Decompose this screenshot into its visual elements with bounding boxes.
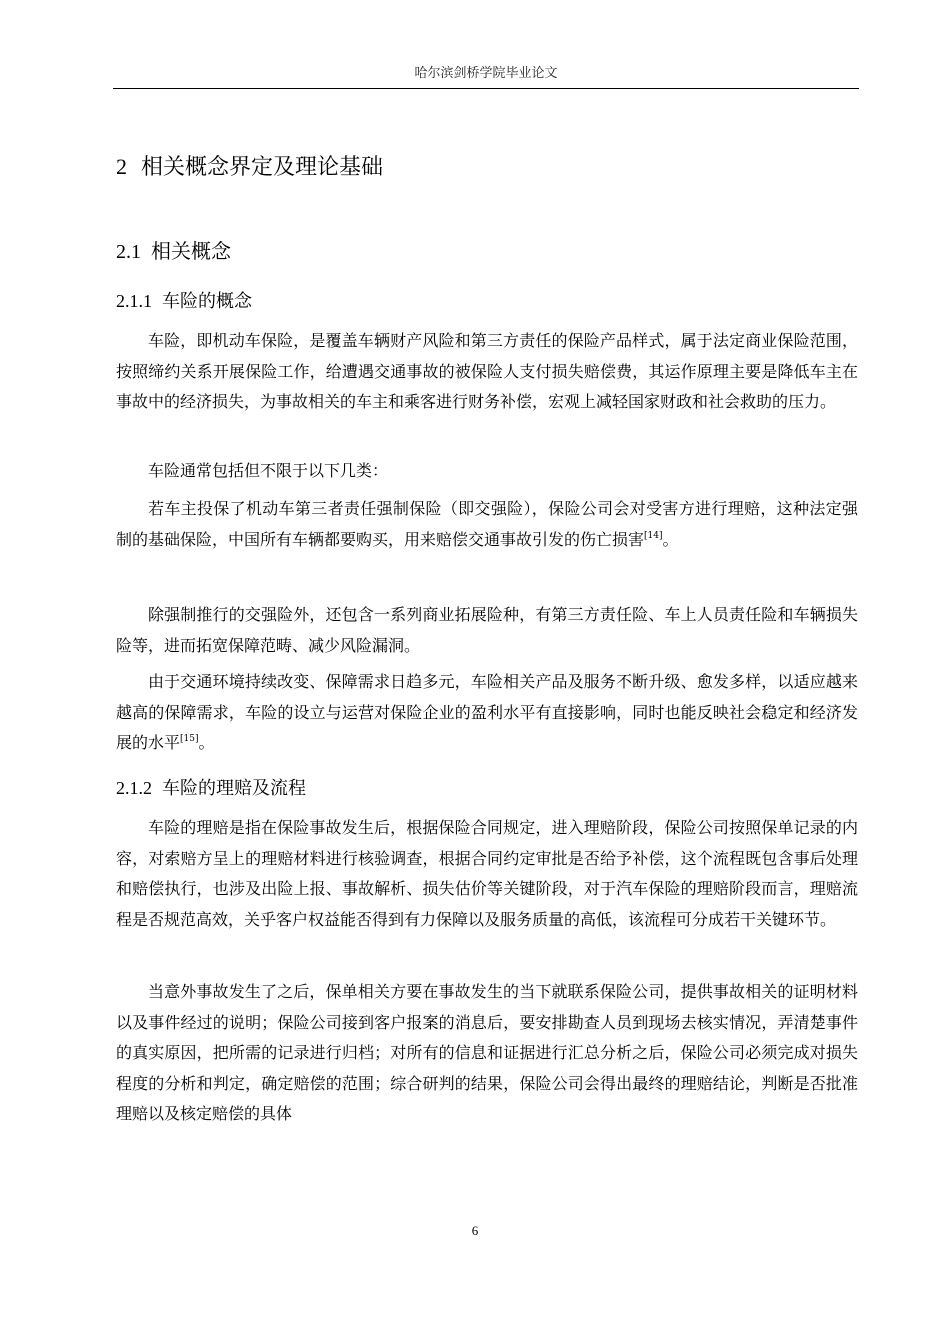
paragraph-car-insurance-definition: 车险，即机动车保险，是覆盖车辆财产风险和第三方责任的保险产品样式，属于法定商业保险范围，按照缔约关系开展保险工作，给遭遇交通事故的被保险人支付损失赔偿费，其运作原理主要是降低车主在事故中的经济损失，为事故相关的车主和乘客进行财务补偿，宏观上减轻国家财政和社会救助的压力。 xyxy=(116,331,858,411)
subsection-title: 车险的理赔及流程 xyxy=(162,778,306,799)
chapter-title: 相关概念界定及理论基础 xyxy=(141,155,384,180)
subsection-number: 2.1.2 xyxy=(116,778,152,798)
paragraph-text: 由于交通环境持续改变、保障需求日趋多元，车险相关产品及服务不断升级、愈发多样，以适应越来越高的保障需求，车险的设立与运营对保险企业的盈利水平有直接影响，同时也能反映社会稳定和经济发展的水平 xyxy=(116,672,858,752)
section-number: 2.1 xyxy=(116,241,141,263)
paragraph-commercial-insurance: 除强制推行的交强险外，还包含一系列商业拓展险种，有第三方责任险、车上人员责任险和车辆损失险等，进而拓宽保障范畴、减少风险漏洞。 xyxy=(116,605,858,655)
paragraph-categories-intro: 车险通常包括但不限于以下几类： xyxy=(148,461,389,480)
section-heading xyxy=(116,235,231,264)
paragraph-claims-process: 当意外事故发生了之后，保单相关方要在事故发生的当下就联系保险公司，提供事故相关的证明材料以及事件经过的说明；保险公司接到客户报案的消息后，要安排勘查人员到现场去核实情况，弄清楚事件的真实原因，把所需的记录进行归档；对所有的信息和证据进行汇总分析之后，保险公司必须完成对损失程度的分析和判定，确定赔偿的范围；综合研判的结果，保险公司会得出最终的理赔结论，判断是否批准理赔以及核定赔偿的具体 xyxy=(116,982,858,1123)
chapter-number: 2 xyxy=(116,154,127,179)
paragraph-claims-definition: 车险的理赔是指在保险事故发生后，根据保险合同规定，进入理赔阶段，保险公司按照保单记录的内容，对索赔方呈上的理赔材料进行核验调查，根据合同约定审批是否给予补偿，这个流程既包含事后处理和赔偿执行，也涉及出险上报、事故解析、损失估价等关键阶段，对于汽车保险的理赔阶段而言，理赔流程是否规范高效，关乎客户权益能否得到有力保障以及服务质量的高低，该流程可分成若干关键环节。 xyxy=(116,818,858,929)
citation: [14] xyxy=(644,530,663,541)
paragraph-text: 若车主投保了机动车第三者责任强制保险（即交强险），保险公司会对受害方进行理赔，这种法定强制的基础保险，中国所有车辆都要购买，用来赔偿交通事故引发的伤亡损害 xyxy=(116,499,858,549)
subsection-heading-2-1-2 xyxy=(116,774,306,800)
subsection-title: 车险的概念 xyxy=(162,291,252,312)
chapter-heading xyxy=(116,150,383,181)
section-title: 相关概念 xyxy=(151,239,231,263)
page-number: 6 xyxy=(471,1223,479,1238)
subsection-number: 2.1.1 xyxy=(116,291,152,311)
paragraph-end: 。 xyxy=(662,529,679,549)
header-rule xyxy=(113,88,859,89)
paragraph-end: 。 xyxy=(198,733,215,752)
paragraph-compulsory-insurance xyxy=(116,494,858,555)
paragraph-market-evolution xyxy=(116,667,858,759)
running-header: 哈尔滨剑桥学院毕业论文 xyxy=(414,66,558,81)
subsection-heading-2-1-1 xyxy=(116,287,252,313)
citation: [15] xyxy=(180,734,199,744)
